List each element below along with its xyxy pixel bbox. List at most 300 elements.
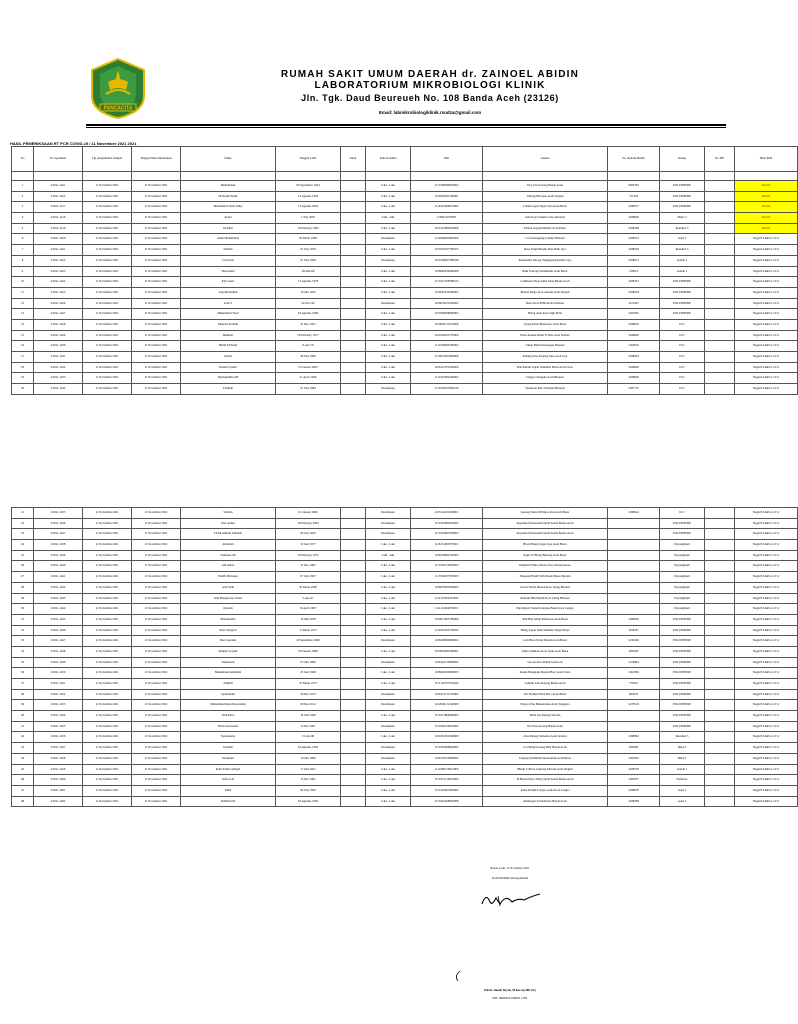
cell-no: 13 bbox=[12, 309, 34, 320]
cell-room: Arafah 1 bbox=[660, 266, 705, 277]
cell-sex: Laki - Laki bbox=[366, 330, 411, 341]
cell-pcr-result: Negatif SARS-CoV-2 bbox=[735, 753, 798, 764]
cell-birth-date: 17 Juni 2021 bbox=[276, 764, 341, 775]
cell-no: 17 bbox=[12, 352, 34, 363]
cell-pcr-result: Negatif SARS-CoV-2 bbox=[735, 373, 798, 384]
cell-sex: Laki - Laki bbox=[366, 604, 411, 615]
cell-sample-date: 11 November 2021 bbox=[83, 582, 132, 593]
cell-result-date: 11 November 2021 bbox=[132, 614, 181, 625]
cell-nik: 1106256802720003 bbox=[411, 550, 483, 561]
cell-pcr-result: Negatif SARS-CoV-2 bbox=[735, 614, 798, 625]
cell-age bbox=[341, 319, 366, 330]
cell-nik: 1113032307690008 bbox=[411, 352, 483, 363]
cell-medical-record: 129914 bbox=[608, 266, 660, 277]
cell-room: POLI PINERE bbox=[660, 181, 705, 192]
cell-medical-record bbox=[608, 550, 660, 561]
spacer-cell bbox=[735, 172, 798, 181]
cell-sample-date: 11 November 2021 bbox=[83, 636, 132, 647]
cell-sample-date: 11 November 2021 bbox=[83, 785, 132, 796]
signatory-name: DR.dr. Daniel Ilyyeh, M.Kes.Sp.MK (K) bbox=[484, 988, 536, 992]
cell-pcr-result: Negatif SARS-CoV-2 bbox=[735, 572, 798, 583]
cell-name: Djamaluddin AB bbox=[181, 373, 276, 384]
cell-result-date: 11 November 2021 bbox=[132, 266, 181, 277]
cell-specimen-no: 2.0611.1427 bbox=[34, 309, 83, 320]
cell-birth-date: 01 July 1958 bbox=[276, 255, 341, 266]
cell-phone bbox=[705, 287, 735, 298]
cell-nik: 1074062901980001 bbox=[411, 646, 483, 657]
cell-medical-record: 1298478 bbox=[608, 287, 660, 298]
cell-phone bbox=[705, 764, 735, 775]
cell-sex: Laki - Laki bbox=[366, 668, 411, 679]
cell-medical-record bbox=[608, 721, 660, 732]
cell-address: Keude Bungkoth Meurai Baro Aceh Utara bbox=[483, 668, 608, 679]
cell-birth-date: 11 Maret 1975 bbox=[276, 625, 341, 636]
table-row bbox=[12, 330, 798, 341]
cell-no: 20 bbox=[12, 384, 34, 395]
cell-age bbox=[341, 540, 366, 551]
cell-nik: 1101026102770009 bbox=[411, 330, 483, 341]
cell-name: Asyudin Rahim bbox=[181, 287, 276, 298]
cell-phone bbox=[705, 785, 735, 796]
cell-address: Muru Air Padang Sibolan bbox=[483, 711, 608, 722]
table-row bbox=[12, 753, 798, 764]
cell-result-date: 11 November 2021 bbox=[132, 277, 181, 288]
cell-nik: 1101061501960006 bbox=[411, 732, 483, 743]
cell-nik: 1111022004460002 bbox=[411, 373, 483, 384]
cell-pcr-result: Negatif SARS-CoV-2 bbox=[735, 352, 798, 363]
cell-birth-date: 04 July 1962 bbox=[276, 785, 341, 796]
cell-pcr-result: Negatif SARS-CoV-2 bbox=[735, 518, 798, 529]
cell-age bbox=[341, 234, 366, 245]
report-subtitle: HASIL PEMERIKSAAN RT PCR COVID-19 / 11 November 2021 2021 bbox=[10, 141, 137, 146]
cell-name: Nafilah bbox=[181, 245, 276, 256]
cell-room: ICU bbox=[660, 352, 705, 363]
cell-sample-date: 11 November 2021 bbox=[83, 721, 132, 732]
cell-address: Gunong Mata Ill Pintoe Rou Aceh Besar bbox=[483, 508, 608, 519]
cell-sex: Perempuan bbox=[366, 657, 411, 668]
cell-nik: 1171042208950008 bbox=[411, 796, 483, 807]
spacer-cell bbox=[411, 172, 483, 181]
table-row bbox=[12, 373, 798, 384]
table-row bbox=[12, 550, 798, 561]
spacer-cell bbox=[34, 172, 83, 181]
cell-age bbox=[341, 255, 366, 266]
header-rule-thin bbox=[86, 127, 726, 128]
cell-phone bbox=[705, 593, 735, 604]
cell-name: Halim M Yusuf bbox=[181, 341, 276, 352]
table-row bbox=[12, 582, 798, 593]
spacer-cell bbox=[83, 172, 132, 181]
cell-address: Padang Data Krueng Sabe Aceh Jaya bbox=[483, 352, 608, 363]
cell-no: 27 bbox=[12, 572, 34, 583]
cell-nik: 1111846203965006 bbox=[411, 234, 483, 245]
cell-medical-record bbox=[608, 540, 660, 551]
cell-age bbox=[341, 191, 366, 202]
cell-birth-date: 31 Des 1985 bbox=[276, 561, 341, 572]
cell-sample-date: 11 November 2021 bbox=[83, 341, 132, 352]
cell-age bbox=[341, 561, 366, 572]
cell-no: 23 bbox=[12, 529, 34, 540]
cell-room: Jinyonghjum bbox=[660, 593, 705, 604]
cell-sex: Perempuan bbox=[366, 298, 411, 309]
cell-phone bbox=[705, 373, 735, 384]
cell-age bbox=[341, 309, 366, 320]
cell-age bbox=[341, 657, 366, 668]
cell-phone bbox=[705, 540, 735, 551]
cell-sample-date: 11 November 2021 bbox=[83, 287, 132, 298]
cell-age bbox=[341, 582, 366, 593]
cell-name: Delfhani M bbox=[181, 796, 276, 807]
cell-sample-date: 11 November 2021 bbox=[83, 213, 132, 224]
cell-specimen-no: 2.0611.1430 bbox=[34, 341, 83, 352]
cell-specimen-no: 2.0611.1454 bbox=[34, 711, 83, 722]
cell-medical-record: 1281839 bbox=[608, 309, 660, 320]
cell-sex: Laki - Laki bbox=[366, 287, 411, 298]
results-table-page-2 bbox=[11, 507, 798, 807]
cell-age bbox=[341, 721, 366, 732]
spacer-cell bbox=[12, 172, 34, 181]
cell-sample-date: 11 November 2021 bbox=[83, 743, 132, 754]
table-row bbox=[12, 202, 798, 213]
cell-address: Tadi Blie Jeliun Pabbayan Aceh Besar bbox=[483, 614, 608, 625]
cell-pcr-result: Negatif SARS-CoV-2 bbox=[735, 277, 798, 288]
cell-specimen-no: 2.0611.1435 bbox=[34, 508, 83, 519]
cell-age bbox=[341, 743, 366, 754]
pancacita-logo bbox=[86, 56, 150, 120]
cell-address: Pantan Seypian Rimbo Aceh Pinus bbox=[483, 223, 608, 234]
cell-nik: 1106078303000003 bbox=[411, 582, 483, 593]
cell-nik: 1111061103750003 bbox=[411, 625, 483, 636]
cell-sex: Laki - Laki bbox=[366, 572, 411, 583]
cell-no: 21 bbox=[12, 508, 34, 519]
cell-no: 43 bbox=[12, 743, 34, 754]
cell-sample-date: 11 November 2021 bbox=[83, 298, 132, 309]
cell-result-date: 11 November 2021 bbox=[132, 593, 181, 604]
cell-birth-date: 19 Okt 1959 bbox=[276, 287, 341, 298]
cell-specimen-no: 2.0611.1440 bbox=[34, 561, 83, 572]
cell-medical-record: 1298640 bbox=[608, 330, 660, 341]
cell-room: POLI PINERE bbox=[660, 298, 705, 309]
cell-medical-record: 826309 bbox=[608, 743, 660, 754]
table-row bbox=[12, 785, 798, 796]
cell-name: Ismail bbox=[181, 352, 276, 363]
cell-medical-record: 1278516 bbox=[608, 700, 660, 711]
cell-sex: Laki - Laki bbox=[366, 711, 411, 722]
cell-age bbox=[341, 636, 366, 647]
cell-sex: Perempuan bbox=[366, 384, 411, 395]
cell-age bbox=[341, 604, 366, 615]
cell-address: Jeube Pondik Langsa Lama Kota Langsa bbox=[483, 785, 608, 796]
cell-nik: 1171021708780013 bbox=[411, 277, 483, 288]
cell-specimen-no: 2.0611.1433 bbox=[34, 373, 83, 384]
column-header-no: No bbox=[12, 147, 34, 172]
cell-sample-date: 11 November 2021 bbox=[83, 764, 132, 775]
cell-address: Tanjung Seulimum Darussalam Aceh Besar bbox=[483, 753, 608, 764]
cell-nik: 1171051112610004 bbox=[411, 775, 483, 786]
cell-birth-date: 21 April 1946 bbox=[276, 373, 341, 384]
cell-phone bbox=[705, 277, 735, 288]
cell-no: 1 bbox=[12, 181, 34, 192]
cell-age bbox=[341, 202, 366, 213]
cell-specimen-no: 2.0611.1456 bbox=[34, 732, 83, 743]
cell-room: Aqsa 3 bbox=[660, 796, 705, 807]
cell-name: Mukhtar bbox=[181, 330, 276, 341]
table-row bbox=[12, 319, 798, 330]
cell-no: 12 bbox=[12, 298, 34, 309]
cell-birth-date: 12 Agustus 2002 bbox=[276, 202, 341, 213]
table-row bbox=[12, 181, 798, 192]
cell-name: Salbiah bbox=[181, 508, 276, 519]
cell-result-date: 11 November 2021 bbox=[132, 330, 181, 341]
table-row bbox=[12, 245, 798, 256]
cell-result-date: 11 November 2021 bbox=[132, 785, 181, 796]
cell-birth-date: 28-Des-69 bbox=[276, 266, 341, 277]
cell-age bbox=[341, 518, 366, 529]
cell-age bbox=[341, 668, 366, 679]
table-row bbox=[12, 700, 798, 711]
table-row bbox=[12, 223, 798, 234]
cell-name: Nurulaini bbox=[181, 753, 276, 764]
cell-address: Ill Banan Raya Jaling Syiah Kuala Banda Aceh bbox=[483, 775, 608, 786]
table-row bbox=[12, 287, 798, 298]
cell-result-date: 11 November 2021 bbox=[132, 298, 181, 309]
cell-phone bbox=[705, 753, 735, 764]
cell-no: 5 bbox=[12, 223, 34, 234]
cell-sample-date: 11 November 2021 bbox=[83, 362, 132, 373]
cell-medical-record: 1298613 bbox=[608, 255, 660, 266]
cell-age bbox=[341, 373, 366, 384]
cell-medical-record bbox=[608, 518, 660, 529]
signature-stamp-mark bbox=[452, 970, 466, 982]
column-header-age: Umur bbox=[341, 147, 366, 172]
cell-specimen-no: 2.0611.1459 bbox=[34, 764, 83, 775]
cell-name: Syarunnaha bbox=[181, 732, 276, 743]
cell-sex: Perempuan bbox=[366, 743, 411, 754]
cell-pcr-result: Negatif SARS-CoV-2 bbox=[735, 234, 798, 245]
cell-sample-date: 11 November 2021 bbox=[83, 732, 132, 743]
cell-medical-record: 1298649 bbox=[608, 373, 660, 384]
cell-age bbox=[341, 732, 366, 743]
cell-nik: 1106611070005 bbox=[411, 213, 483, 224]
cell-result-date: 11 November 2021 bbox=[132, 213, 181, 224]
cell-age bbox=[341, 593, 366, 604]
cell-phone bbox=[705, 614, 735, 625]
cell-sex: Laki - Laki bbox=[366, 785, 411, 796]
spacer-cell bbox=[366, 172, 411, 181]
cell-specimen-no: 2.0611.1425 bbox=[34, 287, 83, 298]
column-header-pcr-result: Hasil PCR bbox=[735, 147, 798, 172]
cell-no: 16 bbox=[12, 341, 34, 352]
cell-phone bbox=[705, 298, 735, 309]
cell-address: Nunpang Hadih Wih Pesam Bener Meriah bbox=[483, 572, 608, 583]
cell-age bbox=[341, 796, 366, 807]
cell-age bbox=[341, 711, 366, 722]
table-row bbox=[12, 362, 798, 373]
cell-no: 48 bbox=[12, 796, 34, 807]
table-row bbox=[12, 508, 798, 519]
cell-specimen-no: 2.0611.1446 bbox=[34, 625, 83, 636]
cell-specimen-no: 2.0611.1439 bbox=[34, 550, 83, 561]
cell-sex: Laki - Laki bbox=[366, 319, 411, 330]
cell-result-date: 11 November 2021 bbox=[132, 234, 181, 245]
cell-age bbox=[341, 550, 366, 561]
handwritten-signature bbox=[478, 888, 548, 910]
cell-nik: 1106296909690002 bbox=[411, 636, 483, 647]
cell-room: Arafah 1 bbox=[660, 255, 705, 266]
cell-birth-date: 09 Januari 1998 bbox=[276, 646, 341, 657]
cell-specimen-no: 2.0611.1426 bbox=[34, 298, 83, 309]
cell-sex: Laki - Laki bbox=[366, 202, 411, 213]
cell-phone bbox=[705, 191, 735, 202]
cell-medical-record: 1298529 bbox=[608, 245, 660, 256]
table-row bbox=[12, 636, 798, 647]
cell-name: Basyaudin bbox=[181, 266, 276, 277]
cell-pcr-result: Invalid bbox=[735, 191, 798, 202]
cell-sample-date: 11 November 2021 bbox=[83, 614, 132, 625]
cell-room: ICU bbox=[660, 341, 705, 352]
table-row bbox=[12, 191, 798, 202]
cell-address: Ujong Drien Meureubo Aceh Barat bbox=[483, 319, 608, 330]
signature-role: Ka.KSM Mikrobiologi Klinik bbox=[492, 876, 528, 880]
cell-medical-record: 1298644 bbox=[608, 508, 660, 519]
cell-sex: Laki - Laki bbox=[366, 732, 411, 743]
cell-medical-record: 1058197 bbox=[608, 625, 660, 636]
cell-nik: 1111066170621000 bbox=[411, 764, 483, 775]
cell-nik: 1171045802040002 bbox=[411, 518, 483, 529]
cell-medical-record: 1298578 bbox=[608, 764, 660, 775]
cell-sex: Laki - Laki bbox=[366, 277, 411, 288]
cell-name: Muhammad Yusri bbox=[181, 309, 276, 320]
cell-address: Ambiegun Syiah Kuala Banda Aceh bbox=[483, 796, 608, 807]
cell-age bbox=[341, 679, 366, 690]
cell-address: Blooh Blang Jugas Juya Aceh Besar bbox=[483, 540, 608, 551]
cell-nik: 1106155010690002 bbox=[411, 753, 483, 764]
cell-pcr-result: Negatif SARS-CoV-2 bbox=[735, 743, 798, 754]
cell-pcr-result: Negatif SARS-CoV-2 bbox=[735, 604, 798, 615]
cell-age bbox=[341, 287, 366, 298]
cell-phone bbox=[705, 181, 735, 192]
cell-birth-date: 31 Des 1957 bbox=[276, 319, 341, 330]
cell-specimen-no: 2.0611.1423 bbox=[34, 266, 83, 277]
cell-medical-record: 778161 bbox=[608, 679, 660, 690]
cell-no: 6 bbox=[12, 234, 34, 245]
cell-birth-date: 17 Agustus 1978 bbox=[276, 277, 341, 288]
cell-specimen-no: 2.0611.1429 bbox=[34, 330, 83, 341]
cell-age bbox=[341, 341, 366, 352]
table-row bbox=[12, 679, 798, 690]
cell-name: Ikan Ghayyun bbox=[181, 625, 276, 636]
spacer-cell bbox=[660, 172, 705, 181]
table-row bbox=[12, 255, 798, 266]
cell-specimen-no: 2.0611.1458 bbox=[34, 753, 83, 764]
cell-no: 33 bbox=[12, 636, 34, 647]
cell-medical-record: 1298635 bbox=[608, 319, 660, 330]
cell-result-date: 11 November 2021 bbox=[132, 245, 181, 256]
cell-age bbox=[341, 625, 366, 636]
cell-specimen-no: 2.0611.1453 bbox=[34, 700, 83, 711]
cell-room: POLI PINERE bbox=[660, 287, 705, 298]
cell-address: Puja Rujoh Tongah Lunjuss Bener Kota Langsa bbox=[483, 604, 608, 615]
cell-phone bbox=[705, 743, 735, 754]
cell-pcr-result: Negatif SARS-CoV-2 bbox=[735, 245, 798, 256]
cell-room: ICU bbox=[660, 319, 705, 330]
cell-address: Lamhasan Shop Sama Jalan Banda Aceh bbox=[483, 277, 608, 288]
cell-medical-record bbox=[608, 604, 660, 615]
cell-address: Blirah V Barra Gamong Matoah Aceh Singkil bbox=[483, 764, 608, 775]
cell-no: 42 bbox=[12, 732, 34, 743]
cell-nik: 1104030301590001 bbox=[411, 191, 483, 202]
cell-medical-record: 1298552 bbox=[608, 234, 660, 245]
cell-birth-date: 01 July 1976 bbox=[276, 245, 341, 256]
cell-no: 45 bbox=[12, 764, 34, 775]
cell-specimen-no: 2.0611.1457 bbox=[34, 743, 83, 754]
cell-name: Rahmat Sorjani bbox=[181, 646, 276, 657]
cell-birth-date: 02 Maret 1996 bbox=[276, 234, 341, 245]
cell-specimen-no: 2.0611.1422 bbox=[34, 255, 83, 266]
cell-medical-record: 665633 bbox=[608, 689, 660, 700]
cell-nik: 1104061910590005 bbox=[411, 287, 483, 298]
cell-sex: Perempuan bbox=[366, 689, 411, 700]
cell-birth-date: 23 Juni 1990 bbox=[276, 668, 341, 679]
cell-birth-date: 03 Agustus 1990 bbox=[276, 309, 341, 320]
cell-specimen-no: 2.0611.1438 bbox=[34, 540, 83, 551]
column-header-sample-date: Tgl pengambilan Sampel bbox=[83, 147, 132, 172]
cell-room: POLI PINERE bbox=[660, 721, 705, 732]
cell-nik: 1171102703750024 bbox=[411, 679, 483, 690]
cell-no: 24 bbox=[12, 540, 34, 551]
cell-address: Desa Dood Billivah Aceh Besar bbox=[483, 298, 608, 309]
cell-medical-record bbox=[608, 711, 660, 722]
cell-result-date: 11 November 2021 bbox=[132, 700, 181, 711]
cell-result-date: 11 November 2021 bbox=[132, 550, 181, 561]
table-row bbox=[12, 572, 798, 583]
cell-pcr-result: Negatif SARS-CoV-2 bbox=[735, 550, 798, 561]
table-row bbox=[12, 213, 798, 224]
cell-sample-date: 11 November 2021 bbox=[83, 266, 132, 277]
cell-birth-date: 10 Juni 1977 bbox=[276, 540, 341, 551]
cell-specimen-no: 2.0611.1437 bbox=[34, 529, 83, 540]
cell-name: Muhammad bbox=[181, 181, 276, 192]
cell-result-date: 11 November 2021 bbox=[132, 341, 181, 352]
cell-sample-date: 11 November 2021 bbox=[83, 384, 132, 395]
cell-result-date: 11 November 2021 bbox=[132, 518, 181, 529]
cell-sample-date: 11 November 2021 bbox=[83, 775, 132, 786]
cell-birth-date: 15-Jan-96 bbox=[276, 732, 341, 743]
cell-result-date: 11 November 2021 bbox=[132, 775, 181, 786]
cell-age bbox=[341, 330, 366, 341]
cell-address: Dumpbut Yimar Moura Sara Sholastansara bbox=[483, 561, 608, 572]
cell-room: Aqsa 2 bbox=[660, 785, 705, 796]
cell-address: Ilie Ulee Kareng Banda Aceh bbox=[483, 721, 608, 732]
cell-birth-date: 16 Agustus 1964 bbox=[276, 743, 341, 754]
cell-address: Pujut Ur Blang Bintang Aceh Besar bbox=[483, 550, 608, 561]
table-row bbox=[12, 657, 798, 668]
cell-address: Lam Bisra Darul Imarah Aceh Besar bbox=[483, 636, 608, 647]
cell-phone bbox=[705, 657, 735, 668]
cell-address: Cot Masjid Leung Bata Banda Aceh bbox=[483, 743, 608, 754]
cell-name: Fatimah bbox=[181, 384, 276, 395]
cell-result-date: 11 November 2021 bbox=[132, 181, 181, 192]
cell-phone bbox=[705, 213, 735, 224]
cell-medical-record: 751226 bbox=[608, 191, 660, 202]
cell-result-date: 11 November 2021 bbox=[132, 529, 181, 540]
table-row bbox=[12, 743, 798, 754]
cell-result-date: 11 November 2021 bbox=[132, 384, 181, 395]
table-spacer-row bbox=[12, 172, 798, 181]
cell-pcr-result: Negatif SARS-CoV-2 bbox=[735, 625, 798, 636]
cell-name: Dwi Ardini bbox=[181, 518, 276, 529]
cell-medical-record: 1285057 bbox=[608, 775, 660, 786]
